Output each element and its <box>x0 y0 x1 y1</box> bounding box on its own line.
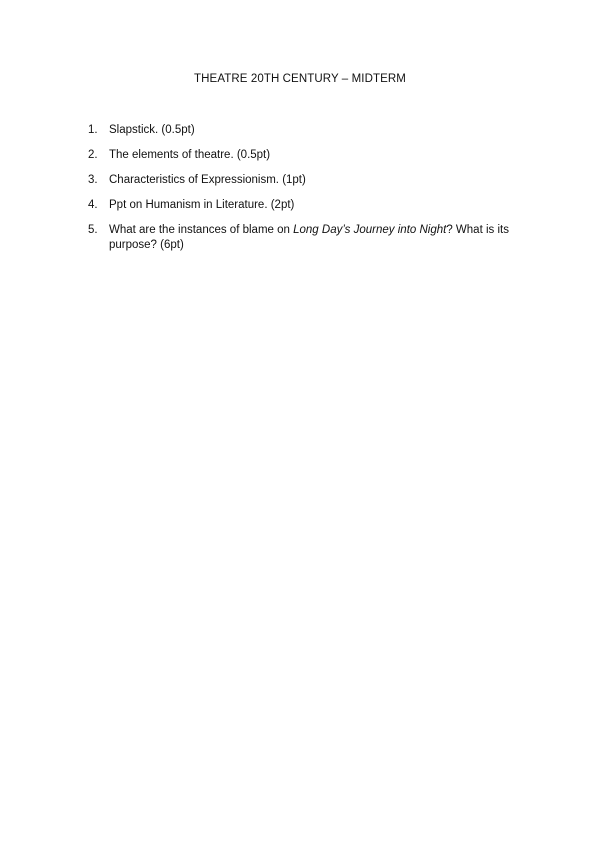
question-number: 3. <box>88 174 98 186</box>
question-number: 4. <box>88 199 98 211</box>
question-item <box>88 123 528 138</box>
question-text <box>109 224 509 251</box>
question-text-before: What are the instances of blame on <box>109 224 294 236</box>
play-title-italic: Long Day’s Journey into Night <box>293 224 447 236</box>
question-text: The elements of theatre. (0.5pt) <box>109 149 271 161</box>
question-list <box>88 123 528 263</box>
question-number: 1. <box>88 124 98 136</box>
question-item <box>88 148 528 163</box>
question-text: Ppt on Humanism in Literature. (2pt) <box>109 199 295 211</box>
document-title: THEATRE 20TH CENTURY – MIDTERM <box>194 73 406 85</box>
question-text-after: ? What is its purpose? (6pt) <box>109 224 509 251</box>
question-text: Characteristics of Expressionism. (1pt) <box>109 174 306 186</box>
question-item <box>88 198 528 213</box>
question-item <box>88 173 528 188</box>
question-text: Slapstick. (0.5pt) <box>109 124 195 136</box>
question-item <box>88 223 528 253</box>
question-number: 5. <box>88 224 98 236</box>
question-number: 2. <box>88 149 98 161</box>
